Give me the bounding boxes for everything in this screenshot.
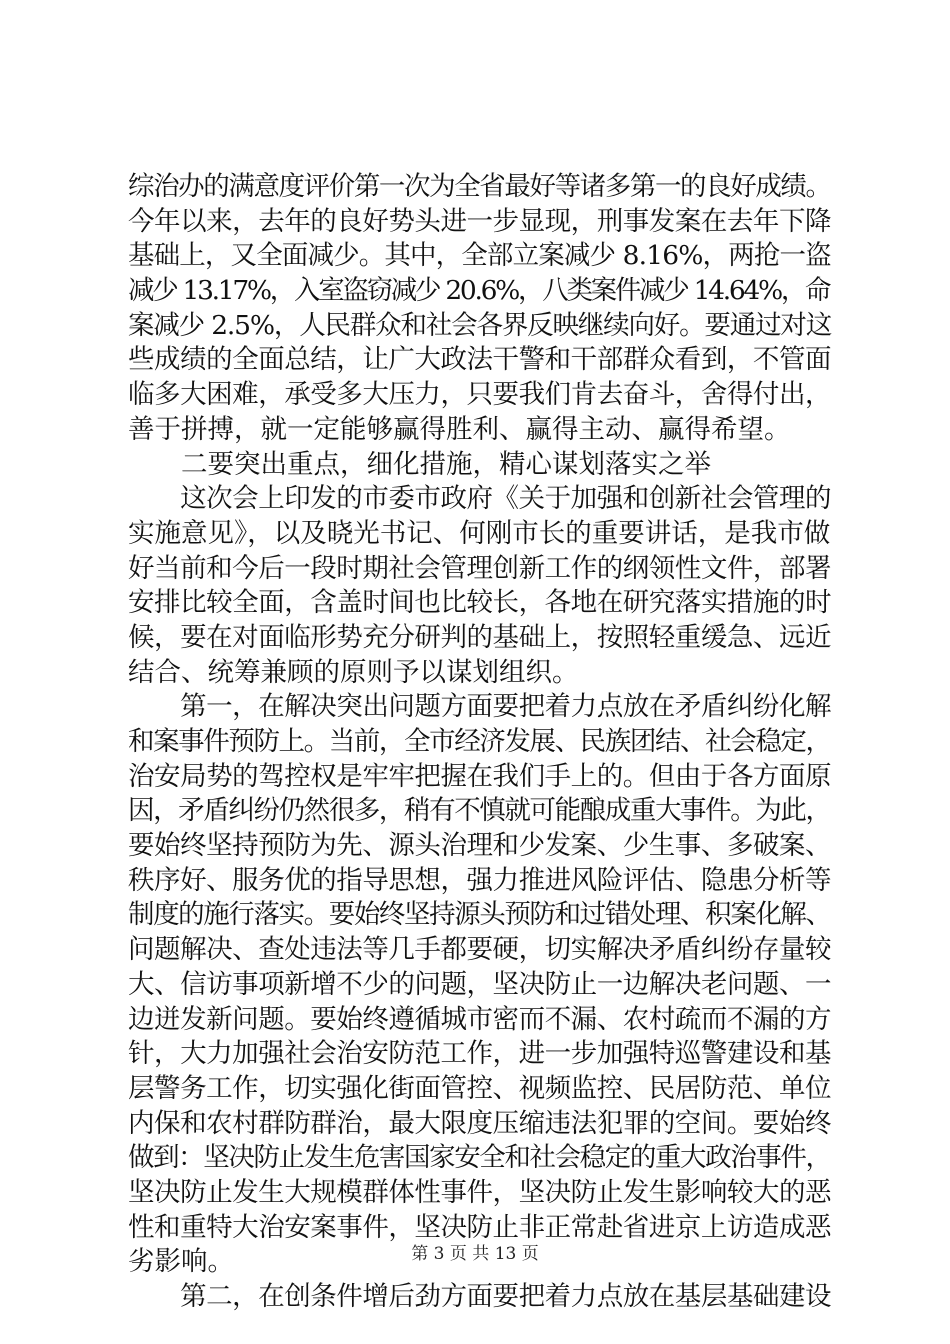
text-line: 案减少 2.5%，人民群众和社会各界反映继续向好。要通过对这 [128,309,832,341]
text-line: 些成绩的全面总结，让广大政法干警和干部群众看到，不管面 [128,344,832,376]
text-line: 好当前和今后一段时期社会管理创新工作的纲领性文件，部署 [128,552,832,584]
text-line: 临多大困难，承受多大压力，只要我们肯去奋斗，舍得付出， [128,379,832,411]
text-line: 综治办的满意度评价第一次为全省最好等诸多第一的良好成绩。 [128,171,831,202]
body-text [128,170,832,1315]
text-line: 这次会上印发的市委市政府《关于加强和创新社会管理的 [128,483,832,515]
text-line: 做到：坚决防止发生危害国家安全和社会稳定的重大政治事件， [128,1142,831,1174]
text-line: 制度的施行落实。要始终坚持源头预防和过错处理、积案化解、 [128,899,831,931]
text-line: 性和重特大治安案事件，坚决防止非正常赴省进京上访造成恶 [128,1211,832,1243]
text-line: 善于拼搏，就一定能够赢得胜利、赢得主动、赢得希望。 [128,413,791,445]
text-line: 层警务工作，切实强化街面管控、视频监控、民居防范、单位 [128,1072,832,1104]
text-line: 内保和农村群防群治，最大限度压缩违法犯罪的空间。要始终 [128,1107,832,1139]
text-line: 结合、统筹兼顾的原则予以谋划组织。 [128,656,579,688]
text-line: 要始终坚持预防为先、源头治理和少发案、少生事、多破案、 [128,830,832,862]
page-footer: 第 3 页 共 13 页 [411,1244,539,1264]
text-line: 候，要在对面临形势充分研判的基础上，按照轻重缓急、远近 [128,621,832,653]
text-line: 针，大力加强社会治安防范工作，进一步加强特巡警建设和基 [128,1038,832,1070]
text-line: 坚决防止发生大规模群体性事件，坚决防止发生影响较大的恶 [128,1176,832,1208]
text-line: 今年以来，去年的良好势头进一步显现，刑事发案在去年下降 [128,205,832,237]
text-line: 劣影响。 [128,1246,234,1278]
text-line: 第二，在创条件增后劲方面要把着力点放在基层基础建设 [128,1281,832,1312]
text-line: 大、信访事项新增不少的问题，坚决防止一边解决老问题、一 [128,968,832,1000]
text-line: 和案事件预防上。当前，全市经济发展、民族团结、社会稳定， [128,726,831,757]
text-line: 问题解决、查处违法等几手都要硬，切实解决矛盾纠纷存量较 [128,934,832,966]
text-line: 第一，在解决突出问题方面要把着力点放在矛盾纠纷化解 [128,691,832,723]
text-line: 因，矛盾纠纷仍然很多，稍有不慎就可能酿成重大事件。为此， [128,795,831,827]
text-line: 边迸发新问题。要始终遵循城市密而不漏、农村疏而不漏的方 [128,1003,832,1035]
text-line: 治安局势的驾控权是牢牢把握在我们手上的。但由于各方面原 [128,760,832,792]
text-line: 实施意见》，以及晓光书记、何刚市长的重要讲话，是我市做 [128,517,831,549]
text-line: 安排比较全面，含盖时间也比较长，各地在研究落实措施的时 [128,587,832,619]
text-line: 基础上，又全面减少。其中，全部立案减少 8.16%，两抢一盗 [128,240,831,272]
text-line: 二要突出重点，细化措施，精心谋划落实之举 [128,448,711,480]
text-line: 减少 13.17%，入室盗窃减少 20.6%，八类案件减少 14.64%，命 [128,275,830,307]
text-line: 秩序好、服务优的指导思想，强力推进风险评估、隐患分析等 [128,864,832,896]
